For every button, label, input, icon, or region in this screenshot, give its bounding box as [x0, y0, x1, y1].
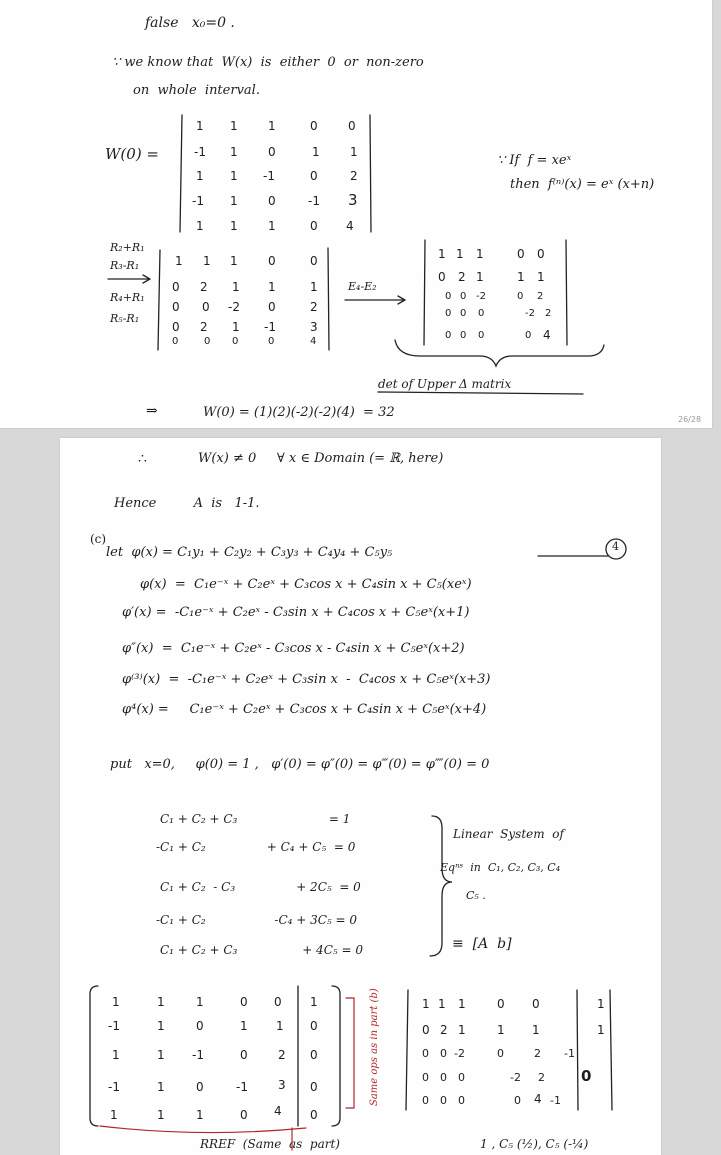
aug-cell: -1: [108, 1019, 120, 1033]
phi-line: φ⁴(x) = C₁e⁻ˣ + C₂eˣ + C₃cos x + C₄sin x + C₅eˣ(x+4): [122, 702, 487, 717]
final-cell: 0: [422, 1094, 429, 1107]
w0-cell: 0: [268, 145, 276, 159]
matrix3-cell: 0: [478, 330, 485, 341]
w0-cell: 1: [312, 145, 320, 159]
page1-ink-strokes: [0, 0, 712, 428]
w0-cell: 1: [230, 119, 238, 133]
page1-note-2: then f⁽ⁿ⁾(x) = eˣ (x+n): [510, 177, 655, 192]
final-cell: 0: [440, 1071, 447, 1084]
matrix3-cell: -2: [525, 308, 535, 319]
aug-cell: 0: [196, 1080, 204, 1094]
aug-cell: 0: [240, 1108, 248, 1122]
final-cell: 1: [597, 997, 605, 1011]
final-cell: -1: [564, 1047, 575, 1060]
aug-cell: 2: [278, 1048, 286, 1062]
aug-cell: 0: [240, 995, 248, 1009]
w0-cell: 3: [348, 191, 358, 209]
w0-cell: 0: [268, 194, 276, 208]
aug-cell: 1: [112, 995, 120, 1009]
w0-cell: -1: [263, 169, 275, 183]
final-cell: 1: [458, 1023, 466, 1037]
row-op: R₃-R₁: [110, 259, 140, 272]
matrix2-cell: 3: [310, 320, 318, 334]
w0-cell: 2: [350, 169, 358, 183]
final-cell: 0: [581, 1067, 592, 1085]
wronskian-nonzero-line: W(x) ≠ 0 ∀ x ∈ Domain (= ℝ, here): [198, 451, 444, 466]
hence-line: Hence A is 1-1.: [114, 496, 260, 511]
matrix2-cell: 0: [172, 336, 179, 347]
aug-cell: 0: [310, 1048, 318, 1062]
final-cell: 1: [497, 1023, 505, 1037]
final-cell: 1: [597, 1023, 605, 1037]
page2-ink-strokes: [60, 438, 661, 1155]
final-cell: 0: [422, 1023, 430, 1037]
final-cell: 1: [532, 1023, 540, 1037]
matrix2-cell: -1: [264, 320, 276, 334]
w0-cell: 0: [348, 119, 356, 133]
page-number: 26/28: [678, 415, 702, 424]
matrix3-cell: -2: [476, 291, 486, 302]
w0-cell: 0: [310, 219, 318, 233]
w0-cell: 0: [310, 119, 318, 133]
aug-cell: 1: [157, 1048, 165, 1062]
equation-line: C₁ + C₂ - C₃ + 2C₅ = 0: [160, 880, 361, 894]
final-cell: 0: [497, 1047, 504, 1060]
side-note-line: C₅ .: [466, 889, 486, 902]
w0-cell: 1: [196, 119, 204, 133]
aug-cell: 0: [240, 1048, 248, 1062]
matrix3-cell: 0: [517, 291, 524, 302]
matrix3-cell: 0: [525, 330, 532, 341]
matrix2-cell: -2: [228, 300, 240, 314]
aug-cell: 1: [240, 1019, 248, 1033]
aug-cell: 1: [157, 1108, 165, 1122]
final-cell: 0: [458, 1071, 465, 1084]
w0-cell: 1: [268, 119, 276, 133]
matrix3-cell: 2: [458, 270, 466, 284]
matrix2-cell: 1: [203, 254, 211, 268]
augmented-matrix-label: ≡ [A b]: [452, 936, 512, 952]
vertical-red-note: Same ops as in part (b): [369, 988, 380, 1106]
matrix2-cell: 0: [204, 336, 211, 347]
phi-line: φ⁽³⁾(x) = -C₁e⁻ˣ + C₂eˣ + C₃sin x - C₄cos x + C₅eˣ(x+3): [122, 672, 491, 687]
final-cell: 0: [514, 1094, 521, 1107]
determinant-result: W(0) = (1)(2)(-2)(-2)(4) = 32: [203, 405, 395, 420]
aug-cell: 1: [157, 1019, 165, 1033]
matrix3-cell: 2: [537, 291, 544, 302]
final-cell: 2: [538, 1071, 545, 1084]
matrix2-cell: 0: [310, 254, 318, 268]
matrix3-cell: 1: [537, 270, 545, 284]
notes-page-1: [0, 0, 712, 428]
matrix3-cell: 1: [456, 247, 464, 261]
matrix2-cell: 2: [200, 320, 208, 334]
matrix2-cell: 4: [310, 336, 317, 347]
aug-cell: 1: [196, 995, 204, 1009]
final-cell: 1: [438, 997, 446, 1011]
w0-cell: 1: [268, 219, 276, 233]
phi-line: φ′(x) = -C₁e⁻ˣ + C₂eˣ - C₃sin x + C₄cos x + C₅eˣ(x+1): [122, 605, 470, 620]
aug-cell: 1: [157, 995, 165, 1009]
final-cell: 0: [458, 1094, 465, 1107]
phi-line: φ(x) = C₁e⁻ˣ + C₂eˣ + C₃cos x + C₄sin x + C₅(xeˣ): [140, 577, 472, 592]
aug-cell: 0: [310, 1019, 318, 1033]
matrix2-cell: 1: [310, 280, 318, 294]
matrix2-cell: 1: [232, 280, 240, 294]
final-cell: -2: [510, 1071, 521, 1084]
aug-cell: 1: [112, 1048, 120, 1062]
det-caption: det of Upper Δ matrix: [378, 377, 512, 391]
matrix2-cell: 1: [175, 254, 183, 268]
matrix3-cell: 0: [438, 270, 446, 284]
part-c-label: (c): [90, 532, 107, 546]
matrix3-cell: 1: [438, 247, 446, 261]
aug-cell: -1: [236, 1080, 248, 1094]
side-note-line: Eqⁿˢ in C₁, C₂, C₃, C₄: [440, 861, 561, 874]
w0-cell: -1: [308, 194, 320, 208]
aug-cell: 0: [310, 1080, 318, 1094]
final-cell: -1: [550, 1094, 561, 1107]
aug-cell: 4: [274, 1104, 282, 1118]
w0-cell: 1: [230, 169, 238, 183]
circled-mark: 4: [612, 540, 619, 553]
page1-text-line-2: on whole interval.: [133, 83, 260, 98]
matrix2-cell: 0: [268, 254, 276, 268]
w0-cell: -1: [192, 194, 204, 208]
final-cell: 4: [534, 1092, 542, 1106]
row-op-e4-e2: E₄-E₂: [348, 280, 377, 293]
equation-line: C₁ + C₂ + C₃ + 4C₅ = 0: [160, 943, 364, 957]
w0-cell: 1: [196, 219, 204, 233]
matrix3-cell: 0: [517, 247, 525, 261]
aug-cell: 0: [196, 1019, 204, 1033]
final-cell: 1: [458, 997, 466, 1011]
phi-line: φ″(x) = C₁e⁻ˣ + C₂eˣ - C₃cos x - C₄sin x + C₅eˣ(x+2): [122, 641, 465, 656]
aug-cell: 1: [157, 1080, 165, 1094]
matrix2-cell: 0: [172, 320, 180, 334]
matrix3-cell: 2: [545, 308, 552, 319]
matrix2-cell: 2: [310, 300, 318, 314]
implies-arrow: ⇒: [146, 403, 158, 419]
equation-line: -C₁ + C₂ + C₄ + C₅ = 0: [156, 840, 356, 854]
final-cell: 0: [532, 997, 540, 1011]
matrix3-cell: 1: [476, 270, 484, 284]
equation-line: C₁ + C₂ + C₃ = 1: [160, 812, 351, 826]
w0-cell: 1: [350, 145, 358, 159]
side-note-line: Linear System of: [453, 827, 564, 841]
matrix2-cell: 1: [268, 280, 276, 294]
aug-cell: 1: [110, 1108, 118, 1122]
matrix2-cell: 0: [268, 300, 276, 314]
final-cell: 0: [440, 1047, 447, 1060]
matrix3-cell: 4: [543, 328, 551, 342]
matrix2-cell: 0: [232, 336, 239, 347]
final-cell: 0: [440, 1094, 447, 1107]
aug-cell: 0: [274, 995, 282, 1009]
w0-cell: 1: [230, 145, 238, 159]
aug-cell: 0: [310, 1108, 318, 1122]
aug-cell: 1: [310, 995, 318, 1009]
matrix2-cell: 0: [172, 280, 180, 294]
matrix3-cell: 1: [517, 270, 525, 284]
matrix3-cell: 0: [460, 308, 467, 319]
matrix2-cell: 0: [202, 300, 210, 314]
aug-cell: 1: [196, 1108, 204, 1122]
w0-cell: -1: [194, 145, 206, 159]
final-cell: 2: [440, 1023, 448, 1037]
initial-conditions-line: put x=0, φ(0) = 1 , φ′(0) = φ″(0) = φ‴(0) = φ⁗(0) = 0: [110, 757, 490, 772]
page1-header: false x₀=0 .: [145, 15, 235, 31]
row-op: R₂+R₁: [110, 241, 145, 254]
bottom-right-note: 1 , C₅ (½), C₅ (-¼): [480, 1137, 589, 1151]
matrix3-cell: 0: [537, 247, 545, 261]
final-cell: 0: [422, 1071, 429, 1084]
w0-label: W(0) =: [105, 145, 160, 163]
row-op: R₅-R₁: [110, 312, 140, 325]
matrix2-cell: 0: [268, 336, 275, 347]
matrix3-cell: 1: [476, 247, 484, 261]
final-cell: 2: [534, 1047, 541, 1060]
matrix2-cell: 1: [232, 320, 240, 334]
row-op: R₄+R₁: [110, 291, 145, 304]
final-cell: -2: [454, 1047, 465, 1060]
matrix3-cell: 0: [445, 291, 452, 302]
final-cell: 0: [497, 997, 505, 1011]
bottom-left-note: RREF (Same as part): [200, 1137, 340, 1151]
aug-cell: -1: [192, 1048, 204, 1062]
w0-cell: 1: [230, 194, 238, 208]
aug-cell: -1: [108, 1080, 120, 1094]
w0-cell: 1: [230, 219, 238, 233]
matrix3-cell: 0: [460, 330, 467, 341]
therefore-symbol: ∴: [138, 451, 147, 467]
matrix2-cell: 2: [200, 280, 208, 294]
matrix3-cell: 0: [460, 291, 467, 302]
equation-line: -C₁ + C₂ -C₄ + 3C₅ = 0: [156, 913, 358, 927]
w0-cell: 4: [346, 219, 354, 233]
final-cell: 1: [422, 997, 430, 1011]
w0-cell: 0: [310, 169, 318, 183]
matrix2-cell: 1: [230, 254, 238, 268]
page1-text-line-1: ∵ we know that W(x) is either 0 or non-zero: [112, 55, 424, 70]
page1-note-1: ∵ If f = xeˣ: [497, 153, 572, 168]
final-cell: 0: [422, 1047, 429, 1060]
matrix3-cell: 0: [445, 330, 452, 341]
notes-page-2: [60, 438, 661, 1155]
phi-line: let φ(x) = C₁y₁ + C₂y₂ + C₃y₃ + C₄y₄ + C₅y₅: [106, 545, 393, 560]
w0-cell: 1: [196, 169, 204, 183]
matrix3-cell: 0: [478, 308, 485, 319]
matrix3-cell: 0: [445, 308, 452, 319]
aug-cell: 1: [276, 1019, 284, 1033]
matrix2-cell: 0: [172, 300, 180, 314]
aug-cell: 3: [278, 1078, 286, 1092]
